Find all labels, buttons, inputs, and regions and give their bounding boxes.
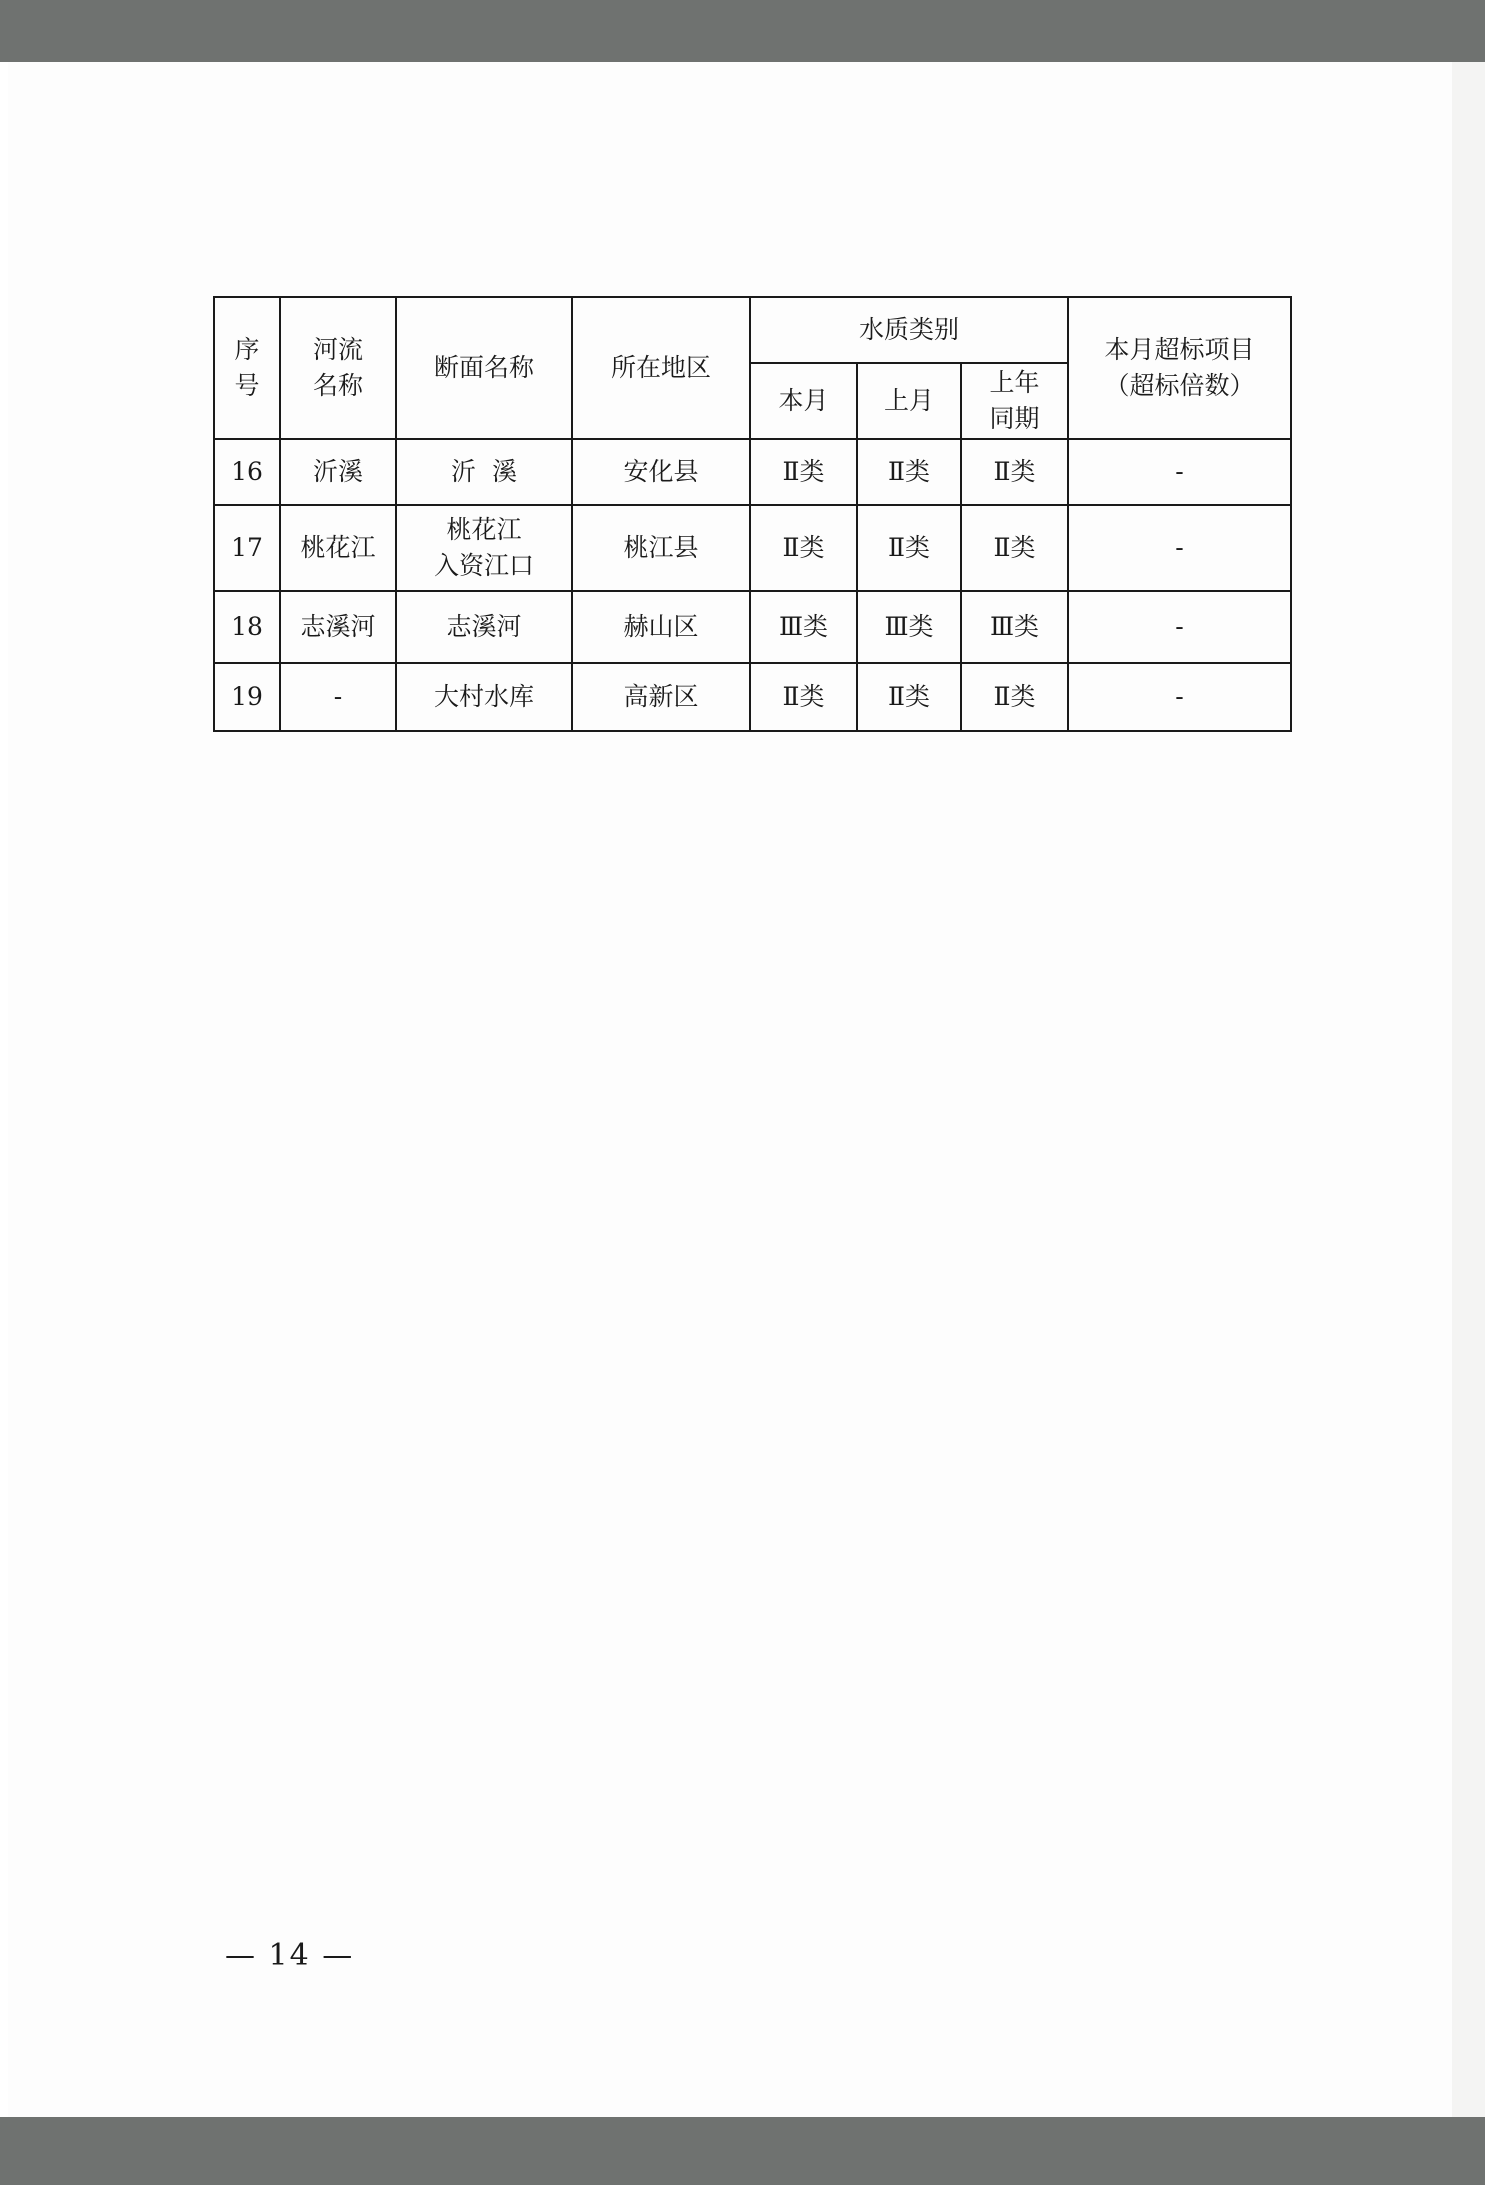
header-river-name-line2: 名称 xyxy=(312,371,363,400)
header-this-month: 本月 xyxy=(750,363,857,439)
header-water-quality: 水质类别 xyxy=(750,297,1068,363)
cell-last-year: Ⅱ类 xyxy=(961,439,1068,505)
cell-section xyxy=(396,505,572,591)
cell-region: 赫山区 xyxy=(572,591,750,663)
header-river-name-line1: 河流 xyxy=(312,335,363,364)
header-index xyxy=(214,297,280,439)
header-exceed-line1: 本月超标项目 xyxy=(1104,335,1255,364)
cell-exceed: - xyxy=(1068,505,1291,591)
cell-index: 16 xyxy=(214,439,280,505)
cell-river: 桃花江 xyxy=(280,505,396,591)
cell-last-year: Ⅱ类 xyxy=(961,663,1068,731)
header-index-line1: 序 xyxy=(234,335,260,364)
header-last-month: 上月 xyxy=(857,363,961,439)
cell-this-month: Ⅲ类 xyxy=(750,591,857,663)
header-last-year-same-period xyxy=(961,363,1068,439)
scan-border-top xyxy=(0,0,1485,62)
cell-index: 18 xyxy=(214,591,280,663)
header-section-name: 断面名称 xyxy=(396,297,572,439)
header-region: 所在地区 xyxy=(572,297,750,439)
header-last-year-line1: 上年 xyxy=(989,368,1040,397)
page-number: — 14 — xyxy=(225,1938,355,1973)
header-exceed-line2: （超标倍数） xyxy=(1104,371,1255,400)
cell-this-month: Ⅱ类 xyxy=(750,505,857,591)
cell-river: 志溪河 xyxy=(280,591,396,663)
cell-last-month: Ⅲ类 xyxy=(857,591,961,663)
table-row xyxy=(214,505,1291,591)
table-row xyxy=(214,663,1291,731)
cell-region: 桃江县 xyxy=(572,505,750,591)
water-quality-table xyxy=(213,296,1292,732)
cell-section: 大村水库 xyxy=(396,663,572,731)
header-index-line2: 号 xyxy=(234,371,260,400)
cell-section-line1: 桃花江 xyxy=(446,515,522,544)
cell-exceed: - xyxy=(1068,591,1291,663)
scan-border-bottom xyxy=(0,2117,1485,2185)
header-river-name xyxy=(280,297,396,439)
header-exceed xyxy=(1068,297,1291,439)
cell-this-month: Ⅱ类 xyxy=(750,439,857,505)
cell-last-year: Ⅱ类 xyxy=(961,505,1068,591)
cell-last-year: Ⅲ类 xyxy=(961,591,1068,663)
cell-last-month: Ⅱ类 xyxy=(857,663,961,731)
table-row xyxy=(214,439,1291,505)
cell-last-month: Ⅱ类 xyxy=(857,439,961,505)
cell-exceed: - xyxy=(1068,439,1291,505)
cell-river: - xyxy=(280,663,396,731)
cell-river: 沂溪 xyxy=(280,439,396,505)
cell-section: 沂 溪 xyxy=(396,439,572,505)
cell-section: 志溪河 xyxy=(396,591,572,663)
cell-exceed: - xyxy=(1068,663,1291,731)
cell-index: 17 xyxy=(214,505,280,591)
cell-index: 19 xyxy=(214,663,280,731)
cell-section-line2: 入资江口 xyxy=(433,551,534,580)
scan-border-right xyxy=(1452,62,1485,2117)
cell-region: 高新区 xyxy=(572,663,750,731)
cell-region: 安化县 xyxy=(572,439,750,505)
table-row xyxy=(214,591,1291,663)
header-last-year-line2: 同期 xyxy=(989,404,1040,433)
cell-this-month: Ⅱ类 xyxy=(750,663,857,731)
cell-last-month: Ⅱ类 xyxy=(857,505,961,591)
